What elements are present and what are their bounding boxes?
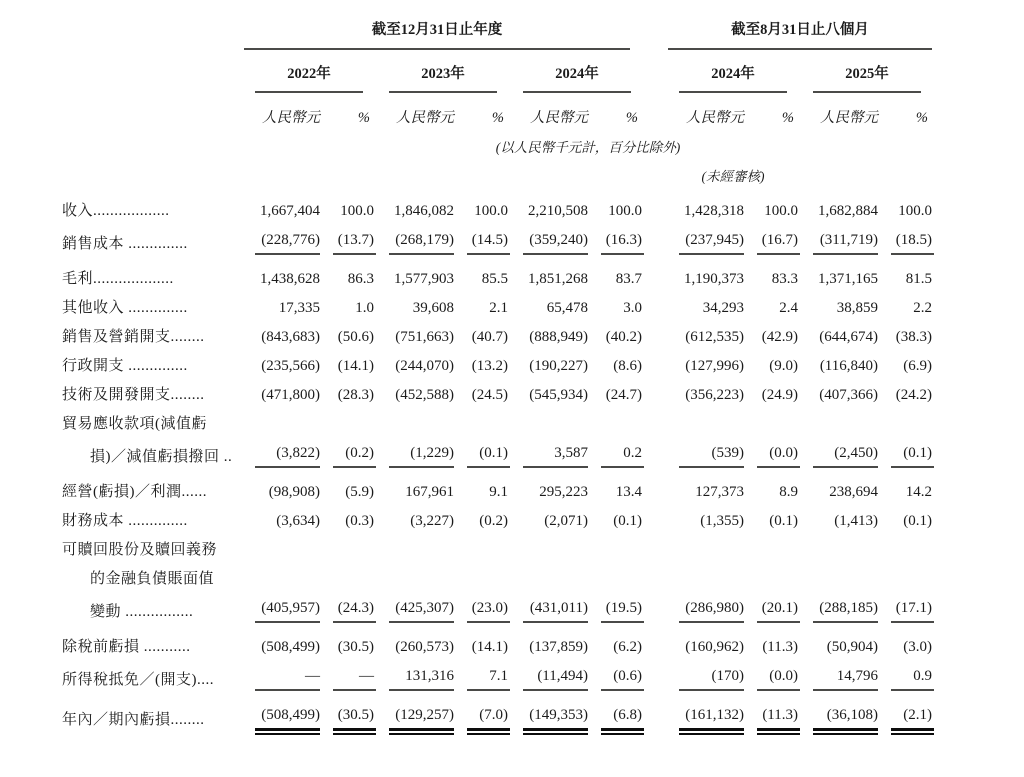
percent-cell: 2.4 <box>779 300 798 316</box>
row-label: 收入.................. <box>62 203 170 219</box>
percent-cell: (23.0) <box>454 594 510 627</box>
amount-cell <box>242 536 320 565</box>
amount-cell: 1,667,404 <box>260 203 320 219</box>
percent-cell: 81.5 <box>905 271 932 287</box>
year-header-2022: 2022年 <box>242 50 376 93</box>
percent-cell: (5.9) <box>345 484 374 500</box>
amount-cell: (407,366) <box>819 387 878 403</box>
amount-cell <box>376 410 454 439</box>
amount-cell: 1,438,628 <box>260 271 320 287</box>
percent-cell: 0.2 <box>588 439 644 472</box>
amount-cell: (452,588) <box>395 387 454 403</box>
row-label: 技術及開發開支........ <box>62 387 205 403</box>
percent-cell: (0.1) <box>613 513 642 529</box>
amount-cell: (644,674) <box>819 329 878 345</box>
percent-cell: (9.0) <box>769 358 798 374</box>
percent-cell: (0.1) <box>903 513 932 529</box>
row-label: 年內／期內虧損........ <box>62 712 205 728</box>
percent-cell: (11.3) <box>744 695 800 735</box>
amount-cell: 1,577,903 <box>394 271 454 287</box>
percent-cell <box>588 536 644 565</box>
amount-cell <box>800 536 878 565</box>
percent-cell: (24.5) <box>471 387 508 403</box>
section-gap <box>644 594 666 627</box>
section-gap <box>644 18 666 50</box>
section-gap <box>644 662 666 695</box>
amount-cell: 1,371,165 <box>818 271 878 287</box>
amount-cell: (471,800) <box>261 387 320 403</box>
table-row <box>62 294 934 323</box>
percent-cell: (0.1) <box>454 439 510 472</box>
percent-cell: (8.6) <box>613 358 642 374</box>
pct-column-header: % <box>491 110 504 126</box>
section-gap <box>644 93 666 127</box>
percent-cell: (0.0) <box>744 439 800 472</box>
row-label: 所得稅抵免／(開支).... <box>62 672 214 688</box>
amount-cell: (160,962) <box>685 639 744 655</box>
amount-cell: (1,229) <box>376 439 454 472</box>
amount-cell <box>800 410 878 439</box>
percent-cell: (20.1) <box>744 594 800 627</box>
section-gap <box>644 410 666 439</box>
row-label: 的金融負債賬面值 <box>90 571 215 587</box>
amount-cell: (98,908) <box>268 484 320 500</box>
percent-cell: (50.6) <box>337 329 374 345</box>
column-header-row <box>62 93 934 127</box>
percent-cell: (11.3) <box>762 639 798 655</box>
table-row <box>62 352 934 381</box>
percent-cell: (24.9) <box>761 387 798 403</box>
amount-cell: (425,307) <box>376 594 454 627</box>
amount-cell: (170) <box>666 662 744 695</box>
percent-cell: (42.9) <box>761 329 798 345</box>
amount-cell: (116,840) <box>819 358 878 374</box>
percent-cell <box>744 410 800 439</box>
percent-cell <box>454 565 510 594</box>
section-gap <box>644 695 666 735</box>
amount-cell: (237,945) <box>666 226 744 259</box>
table-row <box>62 185 934 226</box>
percent-cell: 9.1 <box>489 484 508 500</box>
pct-column-header: % <box>915 110 928 126</box>
amount-cell: 3,587 <box>510 439 588 472</box>
amount-cell: (3,227) <box>410 513 454 529</box>
section-gap <box>644 439 666 472</box>
row-label: 財務成本 .............. <box>62 513 188 529</box>
amount-cell: (129,257) <box>376 695 454 735</box>
table-row <box>62 472 934 507</box>
year-header-2025-interim: 2025年 <box>800 50 934 93</box>
amount-cell: (228,776) <box>242 226 320 259</box>
amount-cell: 17,335 <box>278 300 320 316</box>
row-label: 行政開支 .............. <box>62 358 188 374</box>
amount-cell: (539) <box>666 439 744 472</box>
section-gap <box>644 156 666 185</box>
amount-cell <box>510 410 588 439</box>
section-gap <box>644 565 666 594</box>
percent-cell <box>320 565 376 594</box>
amount-cell: (288,185) <box>800 594 878 627</box>
row-label: 貿易應收款項(減值虧 <box>62 416 207 432</box>
amount-cell: (1,355) <box>700 513 744 529</box>
amount-cell <box>800 565 878 594</box>
percent-cell: (7.0) <box>454 695 510 735</box>
percent-cell: (6.9) <box>903 358 932 374</box>
amount-cell: 238,694 <box>829 484 878 500</box>
section-gap <box>644 627 666 662</box>
section-gap <box>644 507 666 536</box>
percent-cell: (24.2) <box>895 387 932 403</box>
interim-period-header <box>666 18 934 50</box>
amount-cell: (612,535) <box>685 329 744 345</box>
amount-cell: (11,494) <box>510 662 588 695</box>
section-gap <box>644 226 666 259</box>
percent-cell: 7.1 <box>454 662 510 695</box>
interim-period-title: 截至8月31日止八個月 <box>668 18 932 50</box>
percent-cell <box>320 536 376 565</box>
row-label: 其他收入 .............. <box>62 300 188 316</box>
amount-cell: (888,949) <box>529 329 588 345</box>
year-header-2023: 2023年 <box>376 50 510 93</box>
percent-cell: (0.1) <box>878 439 934 472</box>
rmb-column-header: 人民幣元 <box>396 110 454 126</box>
table-row <box>62 259 934 294</box>
amount-cell: (3,634) <box>276 513 320 529</box>
percent-cell <box>878 536 934 565</box>
percent-cell: (24.7) <box>605 387 642 403</box>
rmb-column-header: 人民幣元 <box>820 110 878 126</box>
rmb-column-header: 人民幣元 <box>262 110 320 126</box>
amount-cell: (431,011) <box>510 594 588 627</box>
amount-cell <box>510 536 588 565</box>
section-gap <box>644 352 666 381</box>
amount-cell: (508,499) <box>242 695 320 735</box>
percent-cell: (0.1) <box>769 513 798 529</box>
amount-cell <box>666 536 744 565</box>
percent-cell: (24.3) <box>320 594 376 627</box>
amount-cell <box>376 536 454 565</box>
amount-cell: 1,190,373 <box>684 271 744 287</box>
percent-cell: 8.9 <box>779 484 798 500</box>
section-gap <box>644 323 666 352</box>
units-note-row <box>62 127 934 156</box>
amount-cell: (751,663) <box>395 329 454 345</box>
year-header-row <box>62 50 934 93</box>
percent-cell: 86.3 <box>347 271 374 287</box>
amount-cell: 127,373 <box>695 484 744 500</box>
amount-cell: (359,240) <box>510 226 588 259</box>
table-row <box>62 695 934 735</box>
percent-cell: (14.1) <box>337 358 374 374</box>
section-gap <box>644 50 666 93</box>
unaudited-note-row <box>62 156 934 185</box>
units-note: (以人民幣千元計，百分比除外) <box>495 140 681 155</box>
section-gap <box>644 381 666 410</box>
annual-period-title: 截至12月31日止年度 <box>244 18 630 50</box>
percent-cell: (0.6) <box>588 662 644 695</box>
amount-cell: 295,223 <box>539 484 588 500</box>
percent-cell: 14.2 <box>905 484 932 500</box>
label-column-spacer <box>62 50 242 93</box>
table-row <box>62 410 934 439</box>
section-gap <box>644 536 666 565</box>
amount-cell: (2,450) <box>800 439 878 472</box>
percent-cell: (30.5) <box>337 639 374 655</box>
amount-cell: (311,719) <box>800 226 878 259</box>
table-row <box>62 594 934 627</box>
amount-cell: 39,608 <box>412 300 454 316</box>
percent-cell: 13.4 <box>615 484 642 500</box>
amount-cell: (235,566) <box>261 358 320 374</box>
percent-cell: (16.3) <box>588 226 644 259</box>
label-column-spacer <box>62 18 242 50</box>
amount-cell: 1,428,318 <box>684 203 744 219</box>
amount-cell: (2,071) <box>544 513 588 529</box>
amount-cell: (137,859) <box>529 639 588 655</box>
percent-cell <box>878 565 934 594</box>
unaudited-note: (未經審核) <box>701 169 765 184</box>
table-row <box>62 565 934 594</box>
amount-cell: (244,070) <box>395 358 454 374</box>
amount-cell: (149,353) <box>510 695 588 735</box>
percent-cell: 83.3 <box>771 271 798 287</box>
row-label: 毛利................... <box>62 271 174 287</box>
percent-cell <box>878 410 934 439</box>
percent-cell <box>320 410 376 439</box>
percent-cell: (0.3) <box>345 513 374 529</box>
amount-cell: (545,934) <box>529 387 588 403</box>
percent-cell: — <box>320 662 376 695</box>
table-row <box>62 226 934 259</box>
amount-cell <box>666 565 744 594</box>
amount-cell: 1,846,082 <box>394 203 454 219</box>
row-label: 除稅前虧損 ........... <box>62 639 191 655</box>
percent-cell: (14.5) <box>454 226 510 259</box>
percent-cell: (40.2) <box>605 329 642 345</box>
percent-cell: 2.2 <box>913 300 932 316</box>
amount-cell: (3,822) <box>242 439 320 472</box>
percent-cell: 83.7 <box>615 271 642 287</box>
percent-cell: 100.0 <box>340 203 374 219</box>
row-label: 銷售成本 .............. <box>62 236 188 252</box>
rmb-column-header: 人民幣元 <box>530 110 588 126</box>
percent-cell: (0.2) <box>320 439 376 472</box>
percent-cell: (3.0) <box>903 639 932 655</box>
label-column-spacer <box>62 93 242 127</box>
empty-cell <box>242 156 644 185</box>
amount-cell <box>666 410 744 439</box>
percent-cell <box>454 410 510 439</box>
section-gap <box>644 472 666 507</box>
table-row <box>62 627 934 662</box>
percent-cell: 100.0 <box>474 203 508 219</box>
section-gap <box>644 259 666 294</box>
amount-cell: 2,210,508 <box>528 203 588 219</box>
amount-cell: (36,108) <box>800 695 878 735</box>
label-column-spacer <box>62 156 242 185</box>
amount-cell <box>510 565 588 594</box>
annual-period-header <box>242 18 644 50</box>
row-label: 損)／減值虧損撥回 .. <box>90 449 233 465</box>
percent-cell: (19.5) <box>588 594 644 627</box>
pct-column-header: % <box>357 110 370 126</box>
amount-cell: (508,499) <box>261 639 320 655</box>
percent-cell: 100.0 <box>764 203 798 219</box>
period-header-row <box>62 18 934 50</box>
amount-cell: (356,223) <box>685 387 744 403</box>
section-gap <box>644 294 666 323</box>
percent-cell: 1.0 <box>355 300 374 316</box>
percent-cell: (16.7) <box>744 226 800 259</box>
percent-cell: (13.2) <box>471 358 508 374</box>
empty-cell <box>800 156 934 185</box>
financial-table <box>62 18 934 735</box>
amount-cell: (260,573) <box>395 639 454 655</box>
amount-cell: (843,683) <box>261 329 320 345</box>
percent-cell: (14.1) <box>471 639 508 655</box>
percent-cell: 100.0 <box>898 203 932 219</box>
percent-cell: (2.1) <box>878 695 934 735</box>
percent-cell <box>744 565 800 594</box>
amount-cell: (190,227) <box>529 358 588 374</box>
row-label: 可贖回股份及贖回義務 <box>62 542 218 558</box>
amount-cell <box>242 410 320 439</box>
amount-cell: 38,859 <box>836 300 878 316</box>
amount-cell: (161,132) <box>666 695 744 735</box>
amount-cell: (1,413) <box>834 513 878 529</box>
amount-cell: — <box>242 662 320 695</box>
percent-cell: 100.0 <box>608 203 642 219</box>
percent-cell: (17.1) <box>878 594 934 627</box>
year-header-2024: 2024年 <box>510 50 644 93</box>
amount-cell: (286,980) <box>666 594 744 627</box>
row-label: 變動 ................ <box>90 604 194 620</box>
percent-cell <box>588 410 644 439</box>
section-gap <box>644 185 666 226</box>
percent-cell: (6.8) <box>588 695 644 735</box>
amount-cell: (50,904) <box>826 639 878 655</box>
amount-cell <box>376 565 454 594</box>
percent-cell: (13.7) <box>320 226 376 259</box>
year-header-2024-interim: 2024年 <box>666 50 800 93</box>
percent-cell <box>588 565 644 594</box>
percent-cell: 2.1 <box>489 300 508 316</box>
table-row <box>62 381 934 410</box>
percent-cell: (28.3) <box>337 387 374 403</box>
percent-cell: (6.2) <box>613 639 642 655</box>
percent-cell: (40.7) <box>471 329 508 345</box>
rmb-column-header: 人民幣元 <box>686 110 744 126</box>
percent-cell: (30.5) <box>320 695 376 735</box>
amount-cell: 14,796 <box>800 662 878 695</box>
percent-cell: 85.5 <box>481 271 508 287</box>
amount-cell: (127,996) <box>685 358 744 374</box>
percent-cell: (0.2) <box>479 513 508 529</box>
row-label: 銷售及營銷開支........ <box>62 329 205 345</box>
table-row <box>62 536 934 565</box>
amount-cell: 1,851,268 <box>528 271 588 287</box>
table-row <box>62 507 934 536</box>
amount-cell: 34,293 <box>702 300 744 316</box>
label-column-spacer <box>62 127 242 156</box>
table-row <box>62 439 934 472</box>
amount-cell: 131,316 <box>376 662 454 695</box>
percent-cell: (0.0) <box>744 662 800 695</box>
percent-cell <box>744 536 800 565</box>
pct-column-header: % <box>625 110 638 126</box>
amount-cell: 1,682,884 <box>818 203 878 219</box>
table-row <box>62 323 934 352</box>
percent-cell <box>454 536 510 565</box>
amount-cell: 65,478 <box>546 300 588 316</box>
table-row <box>62 662 934 695</box>
percent-cell: (38.3) <box>895 329 932 345</box>
amount-cell <box>242 565 320 594</box>
row-label: 經營(虧損)／利潤...... <box>62 484 207 500</box>
amount-cell: (405,957) <box>242 594 320 627</box>
percent-cell: 3.0 <box>623 300 642 316</box>
amount-cell: (268,179) <box>376 226 454 259</box>
table-body <box>62 185 934 735</box>
percent-cell: (18.5) <box>878 226 934 259</box>
pct-column-header: % <box>781 110 794 126</box>
percent-cell: 0.9 <box>878 662 934 695</box>
amount-cell: 167,961 <box>405 484 454 500</box>
